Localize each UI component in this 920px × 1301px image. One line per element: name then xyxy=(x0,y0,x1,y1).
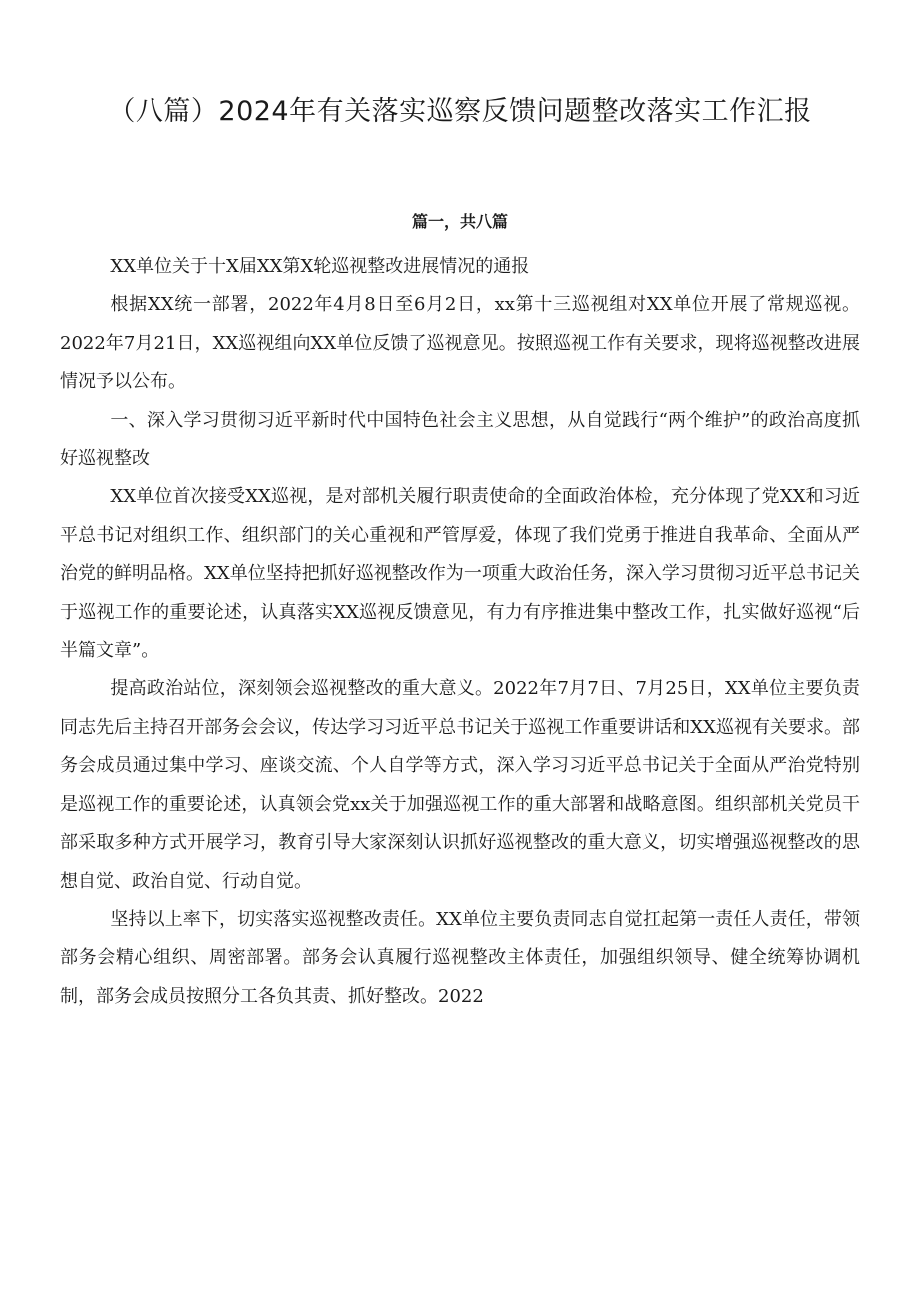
document-title: （八篇）2024年有关落实巡察反馈问题整改落实工作汇报 xyxy=(108,96,812,127)
section-label: 篇一，共八篇 xyxy=(411,212,508,231)
document-body xyxy=(60,248,860,1016)
section-heading: 一、深入学习贯彻习近平新时代中国特色社会主义思想，从自觉践行“两个维护”的政治高度抓好巡视整改 xyxy=(60,409,860,470)
body-paragraph: 根据XX统一部署，2022年4月8日至6月2日，xx第十三巡视组对XX单位开展了常规巡视。2022年7月21日，XX巡视组向XX单位反馈了巡视意见。按照巡视工作有关要求，现将巡视整改进展情况予以公布。 xyxy=(60,294,860,393)
body-paragraph: 坚持以上率下，切实落实巡视整改责任。XX单位主要负责同志自觉扛起第一责任人责任，带领部务会精心组织、周密部署。部务会认真履行巡视整改主体责任，加强组织领导、健全统筹协调机制，部务会成员按照分工各负其责、抓好整改。2022 xyxy=(60,908,860,1007)
body-paragraph: XX单位首次接受XX巡视，是对部机关履行职责使命的全面政治体检，充分体现了党XX和习近平总书记对组织工作、组织部门的关心重视和严管厚爱，体现了我们党勇于推进自我革命、全面从严治党的鲜明品格。XX单位坚持把抓好巡视整改作为一项重大政治任务，深入学习贯彻习近平总书记关于巡视工作的重要论述，认真落实XX巡视反馈意见，有力有序推进集中整改工作，扎实做好巡视“后半篇文章”。 xyxy=(60,486,860,662)
body-paragraph: 提高政治站位，深刻领会巡视整改的重大意义。2022年7月7日、7月25日，XX单位主要负责同志先后主持召开部务会会议，传达学习习近平总书记关于巡视工作重要讲话和XX巡视有关要求。部务会成员通过集中学习、座谈交流、个人自学等方式，深入学习习近平总书记关于全面从严治党特别是巡视工作的重要论述，认真领会党xx关于加强巡视工作的重大部署和战略意图。组织部机关党员干部采取多种方式开展学习，教育引导大家深刻认识抓好巡视整改的重大意义，切实增强巡视整改的思想自觉、政治自觉、行动自觉。 xyxy=(60,678,860,892)
notice-heading: XX单位关于十X届XX第X轮巡视整改进展情况的通报 xyxy=(110,256,530,277)
